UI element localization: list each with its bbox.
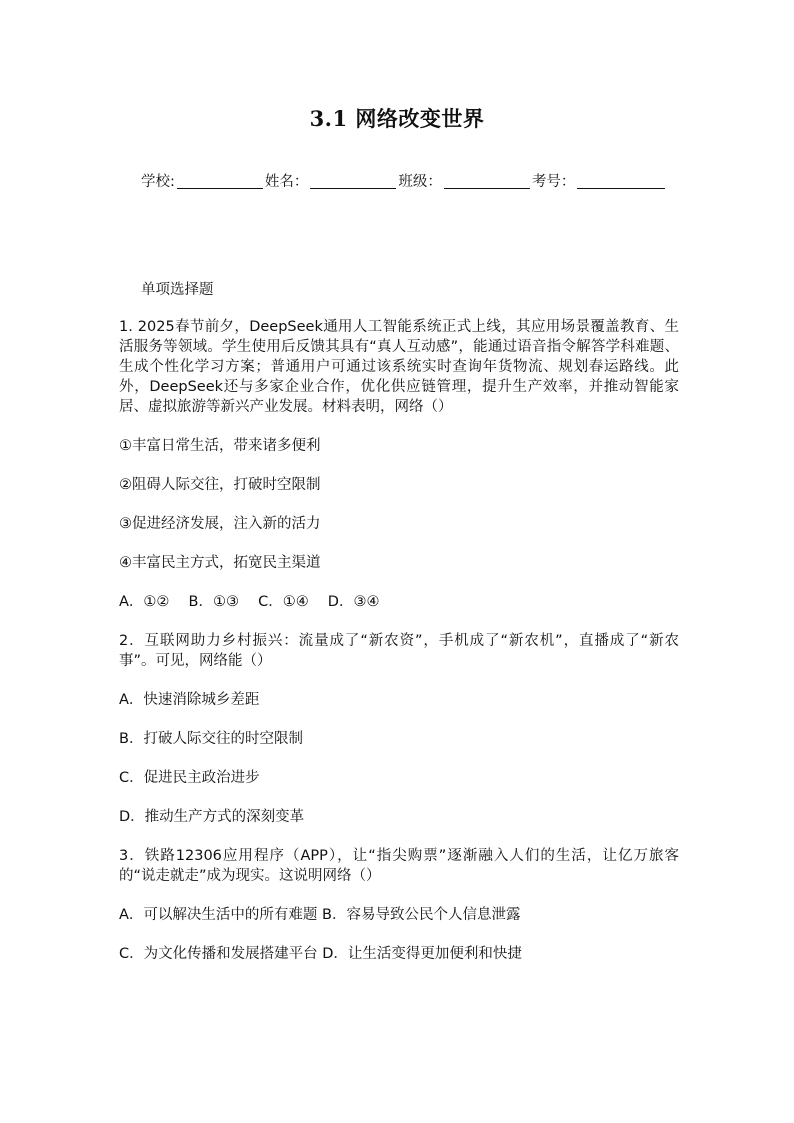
question-1-item-2: ②阻碍人际交往，打破时空限制 [119, 477, 321, 493]
document-title: 3.1 网络改变世界 [309, 106, 485, 131]
questions-content [119, 317, 679, 983]
name-label: 姓名： [264, 174, 309, 190]
question-2-stem: 2．互联网助力乡村振兴：流量成了“新农资”，手机成了“新农机”，直播成了“新农事”。可见，网络能（） [119, 633, 679, 669]
section-heading: 单项选择题 [141, 282, 214, 298]
name-blank[interactable] [310, 174, 396, 189]
question-3-options-ab: A．可以解决生活中的所有难题 B．容易导致公民个人信息泄露 [119, 907, 521, 923]
question-3-stem: 3．铁路12306应用程序（APP），让“指尖购票”逐渐融入人们的生活，让亿万旅客的“说走就走”成为现实。这说明网络（） [119, 848, 679, 884]
question-1-item-4: ④丰富民主方式，拓宽民主渠道 [119, 555, 321, 571]
question-3-options-cd: C．为文化传播和发展搭建平台 D．让生活变得更加便利和快捷 [119, 946, 522, 962]
question-2-option-b: B．打破人际交往的时空限制 [119, 731, 303, 747]
question-2-option-c: C．促进民主政治进步 [119, 770, 260, 786]
question-1-options: A．①② B．①③ C．①④ D．③④ [119, 594, 380, 610]
exam-number-blank[interactable] [577, 174, 665, 189]
question-1-item-3: ③促进经济发展，注入新的活力 [119, 516, 321, 532]
student-info-row [141, 170, 681, 191]
school-label: 学校: [141, 174, 175, 190]
class-label: 班级： [398, 174, 442, 190]
class-blank[interactable] [444, 174, 530, 189]
question-1-item-1: ①丰富日常生活，带来诸多便利 [119, 438, 321, 454]
question-1-stem: 1. 2025春节前夕，DeepSeek通用人工智能系统正式上线，其应用场景覆盖教育、生活服务等领域。学生使用后反馈其具有“真人互动感”，能通过语音指令解答学科难题、生成个性化学习方案；普通用户可通过该系统实时查询年货物流、规划春运路线。此外，DeepSeek还与多家企业合作，优化供应链管理，提升生产效率，并推动智能家居、虚拟旅游等新兴产业发展。材料表明，网络（） [119, 319, 679, 415]
question-2-option-d: D．推动生产方式的深刻变革 [119, 809, 305, 825]
school-blank[interactable] [177, 174, 263, 189]
exam-number-label: 考号： [531, 174, 576, 190]
question-2-option-a: A．快速消除城乡差距 [119, 692, 260, 708]
